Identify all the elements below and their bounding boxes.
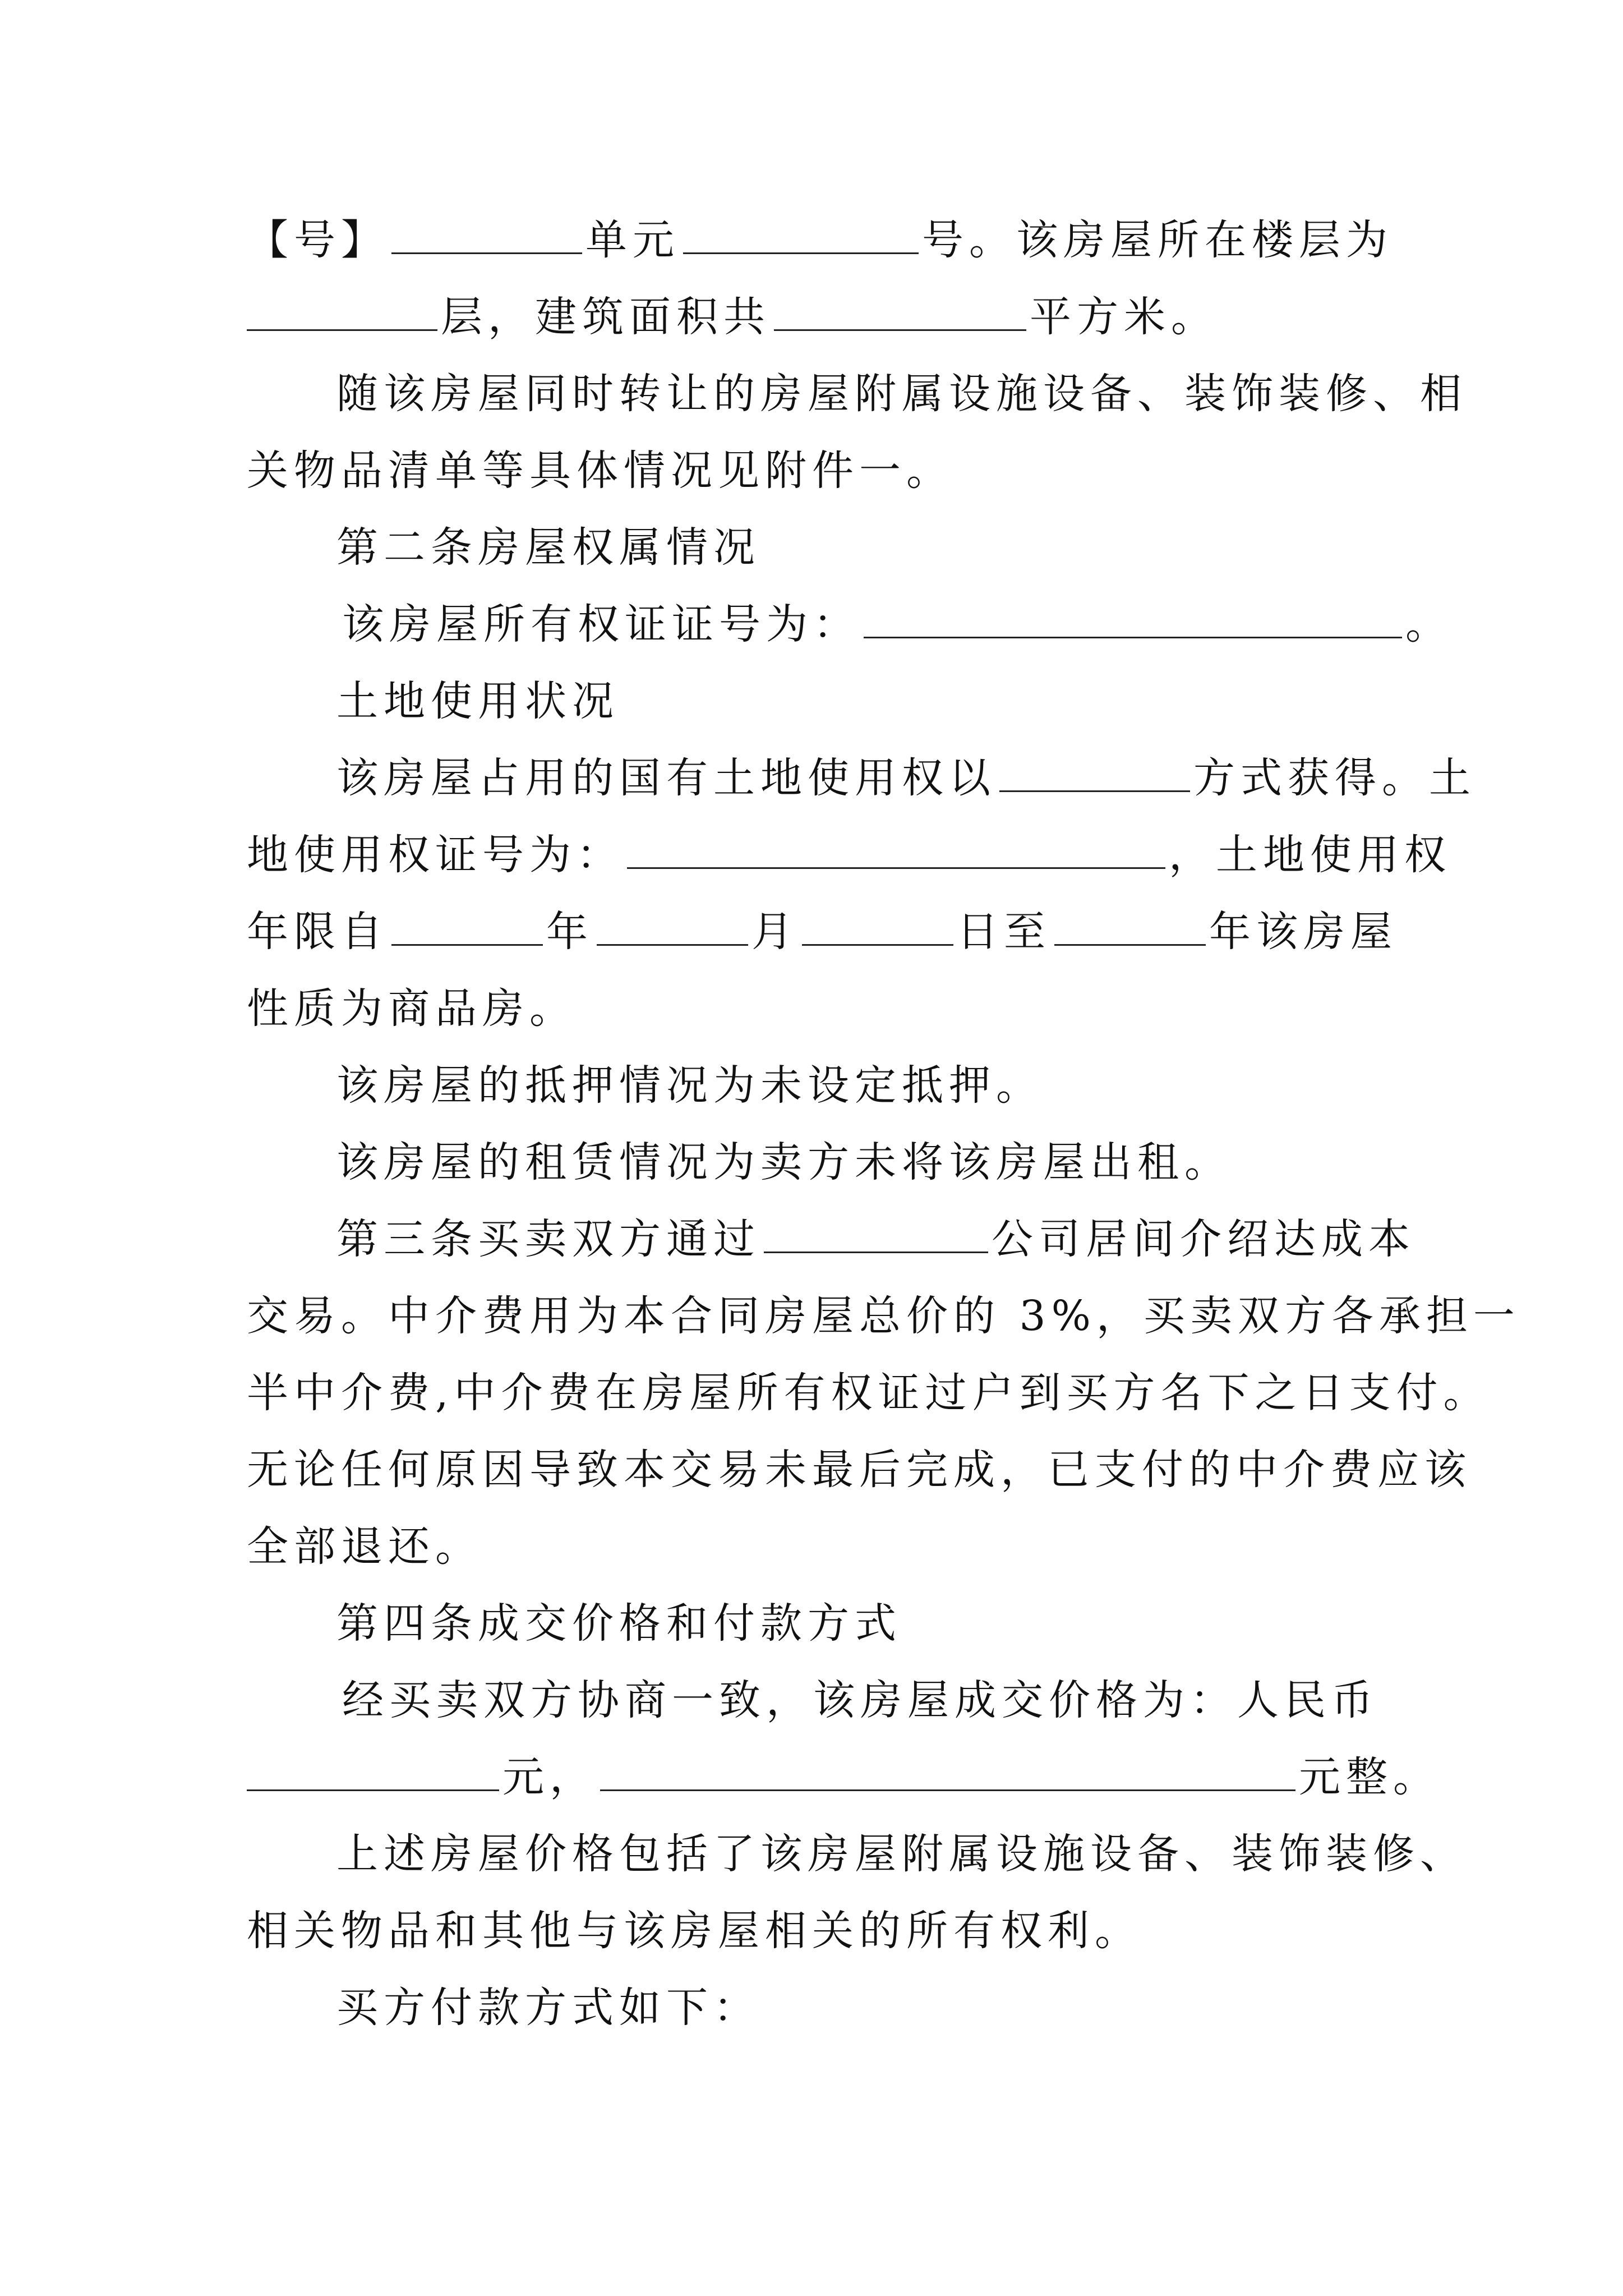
text-segment: 年该房屋 bbox=[1209, 908, 1398, 956]
text-segment: 年 bbox=[546, 908, 593, 956]
paragraph-line: 买方付款方式如下： bbox=[336, 1984, 760, 2032]
paragraph-line bbox=[247, 894, 1398, 970]
paragraph-line: 性质为商品房。 bbox=[247, 984, 577, 1033]
paragraph-line: 该房屋的租赁情况为卖方未将该房屋出租。 bbox=[336, 1138, 1232, 1186]
paragraph-line bbox=[247, 202, 1393, 279]
contract-body bbox=[247, 202, 1520, 2046]
paragraph-line: 该房屋的抵押情况为未设定抵押。 bbox=[336, 1061, 1043, 1110]
paragraph-line: 半中介费,中介费在房屋所有权证过户到买方名下之日支付。 bbox=[247, 1369, 1491, 1417]
paragraph-line: 全部退还。 bbox=[247, 1522, 482, 1571]
section-heading: 第四条成交价格和付款方式 bbox=[336, 1599, 902, 1648]
blank-field-unit[interactable] bbox=[683, 213, 919, 254]
paragraph-line: 无论任何原因导致本交易未最后完成，已支付的中介费应该 bbox=[247, 1446, 1472, 1494]
text-segment: 【号】 bbox=[247, 216, 388, 264]
text-segment: 地使用权证号为： bbox=[247, 831, 624, 879]
blank-field-day[interactable] bbox=[802, 905, 953, 946]
text-segment: 公司居间介绍达成本 bbox=[992, 1215, 1415, 1263]
paragraph-line: 随该房屋同时转让的房屋附属设施设备、装饰装修、相 bbox=[336, 370, 1467, 418]
text-segment: 平方米。 bbox=[1030, 293, 1218, 341]
text-segment: 年限自 bbox=[247, 908, 388, 956]
paragraph-line bbox=[247, 1201, 1415, 1278]
blank-field-year-end[interactable] bbox=[1054, 905, 1206, 946]
paragraph-line: 经买卖双方协商一致，该房屋成交价格为：人民币 bbox=[342, 1676, 1378, 1724]
blank-field-acquisition-method[interactable] bbox=[999, 751, 1190, 792]
text-segment: 日至 bbox=[957, 908, 1051, 956]
text-segment: 第三条买卖双方通过 bbox=[336, 1215, 760, 1263]
paragraph-line: 交易。中介费用为本合同房屋总价的 3%，买卖双方各承担一 bbox=[247, 1292, 1520, 1340]
text-segment: 号。该房屋所在楼层为 bbox=[922, 216, 1393, 264]
blank-field-price-words[interactable] bbox=[600, 1750, 1295, 1791]
paragraph-line: 相关物品和其他与该房屋相关的所有权利。 bbox=[247, 1907, 1142, 1955]
blank-field-price-number[interactable] bbox=[247, 1750, 499, 1791]
paragraph-line bbox=[247, 817, 1451, 894]
blank-field-month[interactable] bbox=[597, 905, 748, 946]
paragraph-line bbox=[247, 1739, 1440, 1816]
paragraph-line bbox=[247, 279, 1380, 356]
blank-field-ownership-certificate[interactable] bbox=[864, 597, 1402, 638]
blank-field-land-certificate[interactable] bbox=[627, 828, 1165, 869]
blank-field-year-start[interactable] bbox=[391, 905, 543, 946]
section-heading: 第二条房屋权属情况 bbox=[336, 523, 760, 572]
text-segment: ，土地使用权 bbox=[1169, 831, 1451, 879]
text-segment: 。 bbox=[1405, 600, 1453, 648]
text-segment: 月 bbox=[751, 908, 799, 956]
blank-field-agency-company[interactable] bbox=[764, 1212, 988, 1253]
text-segment: 元整。 bbox=[1299, 1753, 1440, 1801]
text-segment: 方式获得。土 bbox=[1193, 754, 1476, 802]
paragraph-line: 关物品清单等具体情况见附件一。 bbox=[247, 447, 953, 495]
paragraph-line: 上述房屋价格包括了该房屋附属设施设备、装饰装修、 bbox=[336, 1830, 1467, 1878]
subheading: 土地使用状况 bbox=[336, 677, 619, 725]
text-segment: 该房屋所有权证证号为： bbox=[342, 600, 860, 648]
blank-field-floor[interactable] bbox=[247, 290, 437, 331]
paragraph-line bbox=[247, 740, 1476, 817]
blank-field-area[interactable] bbox=[774, 290, 1026, 331]
text-segment: 层，建筑面积共 bbox=[441, 293, 771, 341]
text-segment: 该房屋占用的国有土地使用权以 bbox=[336, 754, 996, 802]
text-segment: 元， bbox=[502, 1753, 597, 1801]
paragraph-line bbox=[247, 586, 1453, 663]
blank-field-building[interactable] bbox=[391, 213, 582, 254]
text-segment: 单元 bbox=[585, 216, 680, 264]
